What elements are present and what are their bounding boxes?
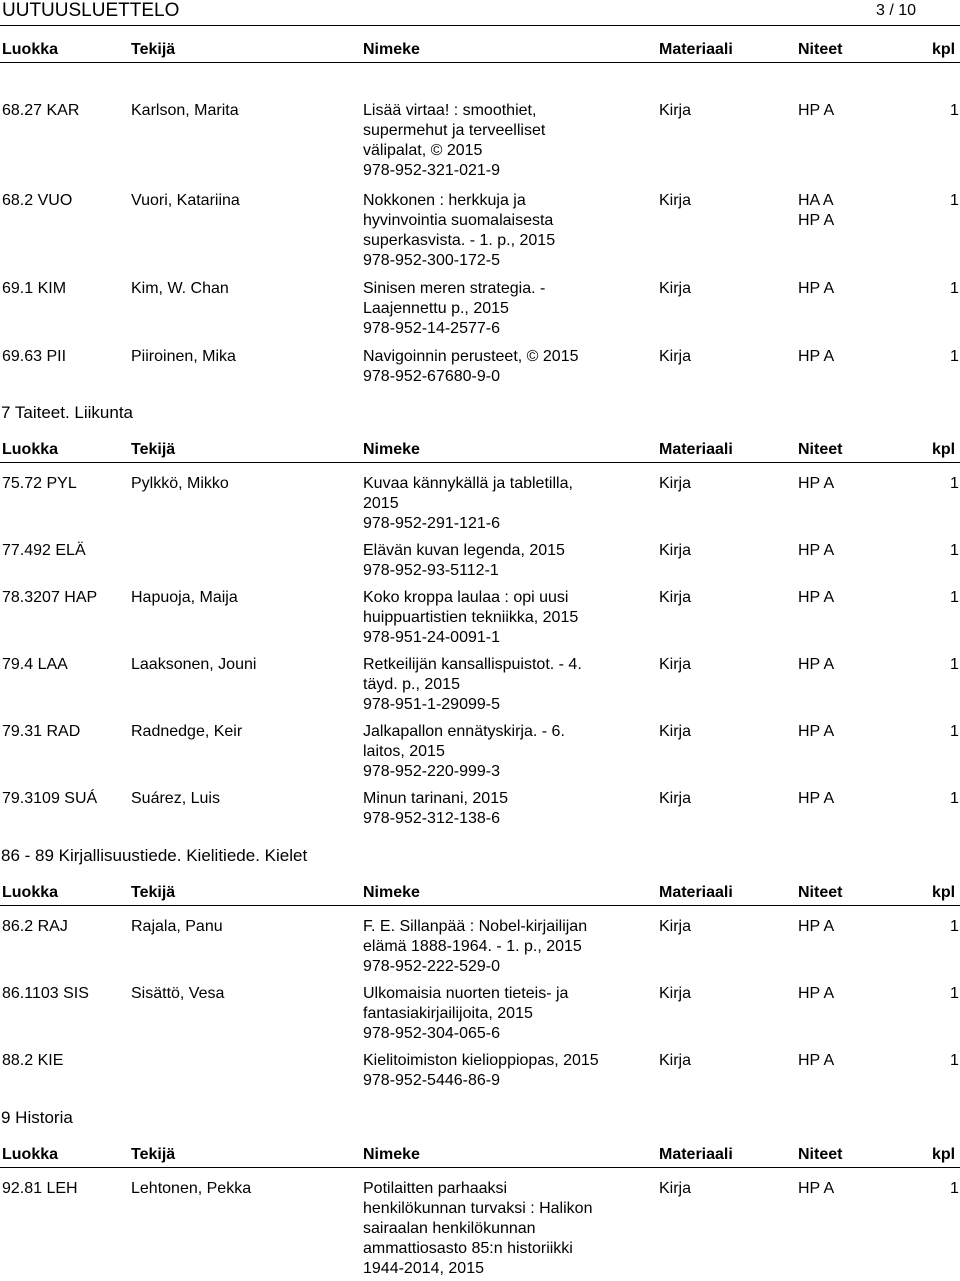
entry-title-line: Potilaitten parhaaksi (363, 1180, 508, 1197)
entry-niteet-location: HP A (798, 656, 835, 673)
entry-title-line: F. E. Sillanpää : Nobel-kirjailijan (363, 918, 588, 935)
entry-title-line: huippuartistien tekniikka, 2015 (363, 609, 579, 626)
entry-class: 86.1103 SIS (2, 985, 89, 1002)
section-title: 7 Taiteet. Liikunta (1, 403, 133, 422)
column-header-divider (0, 62, 960, 63)
entry-niteet-location: HP A (798, 985, 835, 1002)
entry-niteet (798, 347, 834, 367)
entry-title-line: täyd. p., 2015 (363, 676, 460, 693)
column-header-nimeke: Nimeke (363, 1146, 420, 1163)
entry-author: Hapuoja, Maija (131, 589, 238, 606)
entry-title-line: Lisää virtaa! : smoothiet, (363, 102, 537, 119)
column-header-materiaali: Materiaali (659, 441, 733, 458)
entry-title-line: Retkeilijän kansallispuistot. - 4. (363, 656, 582, 673)
entry-class: 68.2 VUO (2, 192, 73, 209)
entry-isbn: 978-952-312-138-6 (363, 810, 500, 827)
entry-niteet-location: HP A (798, 542, 835, 559)
header-divider (0, 25, 960, 26)
entry-title-line: hyvinvointia suomalaisesta (363, 212, 554, 229)
entry-material: Kirja (659, 1052, 692, 1069)
entry-isbn: 978-951-1-29099-5 (363, 696, 500, 713)
entry-kpl: 1 (950, 723, 959, 740)
column-header-divider (0, 462, 960, 463)
column-header-kpl: kpl (932, 884, 956, 901)
entry-isbn: 978-952-220-999-3 (363, 763, 500, 780)
entry-author: Laaksonen, Jouni (131, 656, 257, 673)
entry-title (363, 722, 638, 782)
entry-class: 68.27 KAR (2, 102, 80, 119)
entry-author: Suárez, Luis (131, 790, 220, 807)
column-header-kpl: kpl (932, 41, 956, 58)
entry-title-line: 2015 (363, 495, 399, 512)
column-header-row (0, 40, 960, 60)
column-header-materiaali: Materiaali (659, 1146, 733, 1163)
entry-title (363, 474, 638, 534)
column-header-nimeke: Nimeke (363, 41, 420, 58)
entry-niteet (798, 655, 834, 675)
entry-kpl: 1 (950, 589, 959, 606)
entry-kpl: 1 (950, 985, 959, 1002)
entry-title-line: Koko kroppa laulaa : opi uusi (363, 589, 569, 606)
entry-title (363, 347, 638, 387)
entry-title (363, 917, 638, 977)
column-header-row (0, 1145, 960, 1165)
column-header-divider (0, 1167, 960, 1168)
entry-title-line: supermehut ja terveelliset (363, 122, 546, 139)
entry-title-line: superkasvista. - 1. p., 2015 (363, 232, 556, 249)
column-header-row (0, 883, 960, 903)
entry-niteet-location: HP A (798, 918, 835, 935)
entry-niteet (798, 789, 834, 809)
entry-niteet (798, 588, 834, 608)
entry-title-line: Minun tarinani, 2015 (363, 790, 508, 807)
entry-title-line: Jalkapallon ennätyskirja. - 6. (363, 723, 565, 740)
column-header-kpl: kpl (932, 1146, 956, 1163)
entry-author: Pylkkö, Mikko (131, 475, 229, 492)
entry-material: Kirja (659, 102, 692, 119)
entry-title-line: fantasiakirjailijoita, 2015 (363, 1005, 533, 1022)
entry-class: 75.72 PYL (2, 475, 77, 492)
entry-kpl: 1 (950, 1180, 959, 1197)
column-header-nimeke: Nimeke (363, 441, 420, 458)
entry-isbn: 1944-2014, 2015 (363, 1260, 484, 1277)
column-header-luokka: Luokka (2, 884, 59, 901)
entry-author: Piiroinen, Mika (131, 348, 236, 365)
entry-niteet (798, 191, 834, 231)
entry-niteet (798, 279, 834, 299)
entry-author: Sisättö, Vesa (131, 985, 225, 1002)
entry-niteet (798, 1051, 834, 1071)
entry-title (363, 655, 638, 715)
entry-author: Radnedge, Keir (131, 723, 243, 740)
entry-material: Kirja (659, 192, 692, 209)
entry-title (363, 789, 638, 829)
entry-title-line: Elävän kuvan legenda, 2015 (363, 542, 565, 559)
column-header-kpl: kpl (932, 441, 956, 458)
entry-niteet (798, 474, 834, 494)
entry-kpl: 1 (950, 1052, 959, 1069)
entry-title (363, 191, 638, 271)
entry-class: 88.2 KIE (2, 1052, 64, 1069)
entry-kpl: 1 (950, 656, 959, 673)
entry-title (363, 279, 638, 339)
entry-niteet-location: HA A (798, 192, 834, 209)
entry-title-line: Kielitoimiston kielioppiopas, 2015 (363, 1052, 599, 1069)
column-header-tekija: Tekijä (131, 41, 176, 58)
column-header-luokka: Luokka (2, 441, 59, 458)
page-number: 3 / 10 (875, 2, 916, 19)
column-header-divider (0, 905, 960, 906)
column-header-luokka: Luokka (2, 1146, 59, 1163)
entry-title-line: välipalat, © 2015 (363, 142, 483, 159)
entry-title (363, 984, 638, 1044)
entry-title-line: henkilökunnan turvaksi : Halikon (363, 1200, 593, 1217)
entry-niteet-location: HP A (798, 723, 835, 740)
entry-material: Kirja (659, 790, 692, 807)
entry-niteet (798, 984, 834, 1004)
entry-niteet-location: HP A (798, 475, 835, 492)
entry-isbn: 978-952-304-065-6 (363, 1025, 500, 1042)
column-header-materiaali: Materiaali (659, 41, 733, 58)
entry-author: Kim, W. Chan (131, 280, 229, 297)
entry-niteet (798, 722, 834, 742)
entry-author: Rajala, Panu (131, 918, 223, 935)
entry-title (363, 1051, 638, 1091)
column-header-materiaali: Materiaali (659, 884, 733, 901)
page-header (0, 0, 960, 26)
entry-title (363, 541, 638, 581)
entry-title (363, 101, 638, 181)
column-header-tekija: Tekijä (131, 884, 176, 901)
entry-isbn: 978-951-24-0091-1 (363, 629, 500, 646)
entry-class: 92.81 LEH (2, 1180, 78, 1197)
entry-title-line: Nokkonen : herkkuja ja (363, 192, 526, 209)
column-header-luokka: Luokka (2, 41, 59, 58)
entry-niteet-location: HP A (798, 280, 835, 297)
entry-class: 78.3207 HAP (2, 589, 98, 606)
entry-material: Kirja (659, 985, 692, 1002)
entry-material: Kirja (659, 589, 692, 606)
entry-isbn: 978-952-321-021-9 (363, 162, 500, 179)
entry-title (363, 1179, 638, 1279)
entry-niteet (798, 541, 834, 561)
entry-material: Kirja (659, 656, 692, 673)
entry-class: 69.1 KIM (2, 280, 67, 297)
entry-material: Kirja (659, 475, 692, 492)
entry-kpl: 1 (950, 918, 959, 935)
entry-isbn: 978-952-14-2577-6 (363, 320, 500, 337)
entry-niteet-location: HP A (798, 1180, 835, 1197)
entry-material: Kirja (659, 723, 692, 740)
entry-title-line: ammattiosasto 85:n historiikki (363, 1240, 573, 1257)
entry-niteet-location: HP A (798, 102, 835, 119)
entry-niteet-location: HP A (798, 1052, 835, 1069)
column-header-tekija: Tekijä (131, 1146, 176, 1163)
column-header-niteet: Niteet (798, 884, 843, 901)
column-header-tekija: Tekijä (131, 441, 176, 458)
section-title: 86 - 89 Kirjallisuustiede. Kielitiede. Kielet (1, 846, 308, 865)
document-title: UUTUUSLUETTELO (2, 0, 180, 21)
entry-material: Kirja (659, 348, 692, 365)
entry-isbn: 978-952-93-5112-1 (363, 562, 499, 579)
column-header-niteet: Niteet (798, 1146, 843, 1163)
entry-material: Kirja (659, 542, 692, 559)
entry-class: 79.31 RAD (2, 723, 81, 740)
column-header-niteet: Niteet (798, 41, 843, 58)
entry-title-line: Ulkomaisia nuorten tieteis- ja (363, 985, 569, 1002)
section-title: 9 Historia (1, 1108, 73, 1127)
entry-author: Lehtonen, Pekka (131, 1180, 252, 1197)
entry-kpl: 1 (950, 192, 959, 209)
entry-isbn: 978-952-5446-86-9 (363, 1072, 500, 1089)
entry-kpl: 1 (950, 542, 959, 559)
entry-material: Kirja (659, 1180, 692, 1197)
entry-title-line: sairaalan henkilökunnan (363, 1220, 536, 1237)
entry-author: Karlson, Marita (131, 102, 239, 119)
entry-title-line: Navigoinnin perusteet, © 2015 (363, 348, 579, 365)
entry-niteet (798, 1179, 834, 1199)
entry-class: 77.492 ELÄ (2, 542, 86, 559)
entry-isbn: 978-952-67680-9-0 (363, 368, 500, 385)
entry-isbn: 978-952-291-121-6 (363, 515, 500, 532)
entry-title-line: Sinisen meren strategia. - (363, 280, 546, 297)
entry-class: 79.4 LAA (2, 656, 68, 673)
entry-class: 86.2 RAJ (2, 918, 68, 935)
entry-kpl: 1 (950, 280, 959, 297)
entry-material: Kirja (659, 918, 692, 935)
column-header-niteet: Niteet (798, 441, 843, 458)
entry-class: 69.63 PII (2, 348, 67, 365)
column-header-nimeke: Nimeke (363, 884, 420, 901)
entry-kpl: 1 (950, 348, 959, 365)
entry-niteet-location: HP A (798, 212, 835, 229)
entry-niteet-location: HP A (798, 589, 835, 606)
entry-niteet (798, 917, 834, 937)
entry-kpl: 1 (950, 475, 959, 492)
entry-isbn: 978-952-300-172-5 (363, 252, 500, 269)
column-header-row (0, 440, 960, 460)
entry-author: Vuori, Katariina (131, 192, 240, 209)
entry-kpl: 1 (950, 790, 959, 807)
entry-title-line: elämä 1888-1964. - 1. p., 2015 (363, 938, 582, 955)
entry-title-line: Kuvaa kännykällä ja tabletilla, (363, 475, 573, 492)
entry-kpl: 1 (950, 102, 959, 119)
entry-class: 79.3109 SUÁ (2, 790, 98, 807)
entry-niteet (798, 101, 834, 121)
entry-material: Kirja (659, 280, 692, 297)
entry-isbn: 978-952-222-529-0 (363, 958, 500, 975)
entry-title (363, 588, 638, 648)
entry-niteet-location: HP A (798, 348, 835, 365)
entry-title-line: laitos, 2015 (363, 743, 445, 760)
entry-title-line: Laajennettu p., 2015 (363, 300, 509, 317)
entry-niteet-location: HP A (798, 790, 835, 807)
